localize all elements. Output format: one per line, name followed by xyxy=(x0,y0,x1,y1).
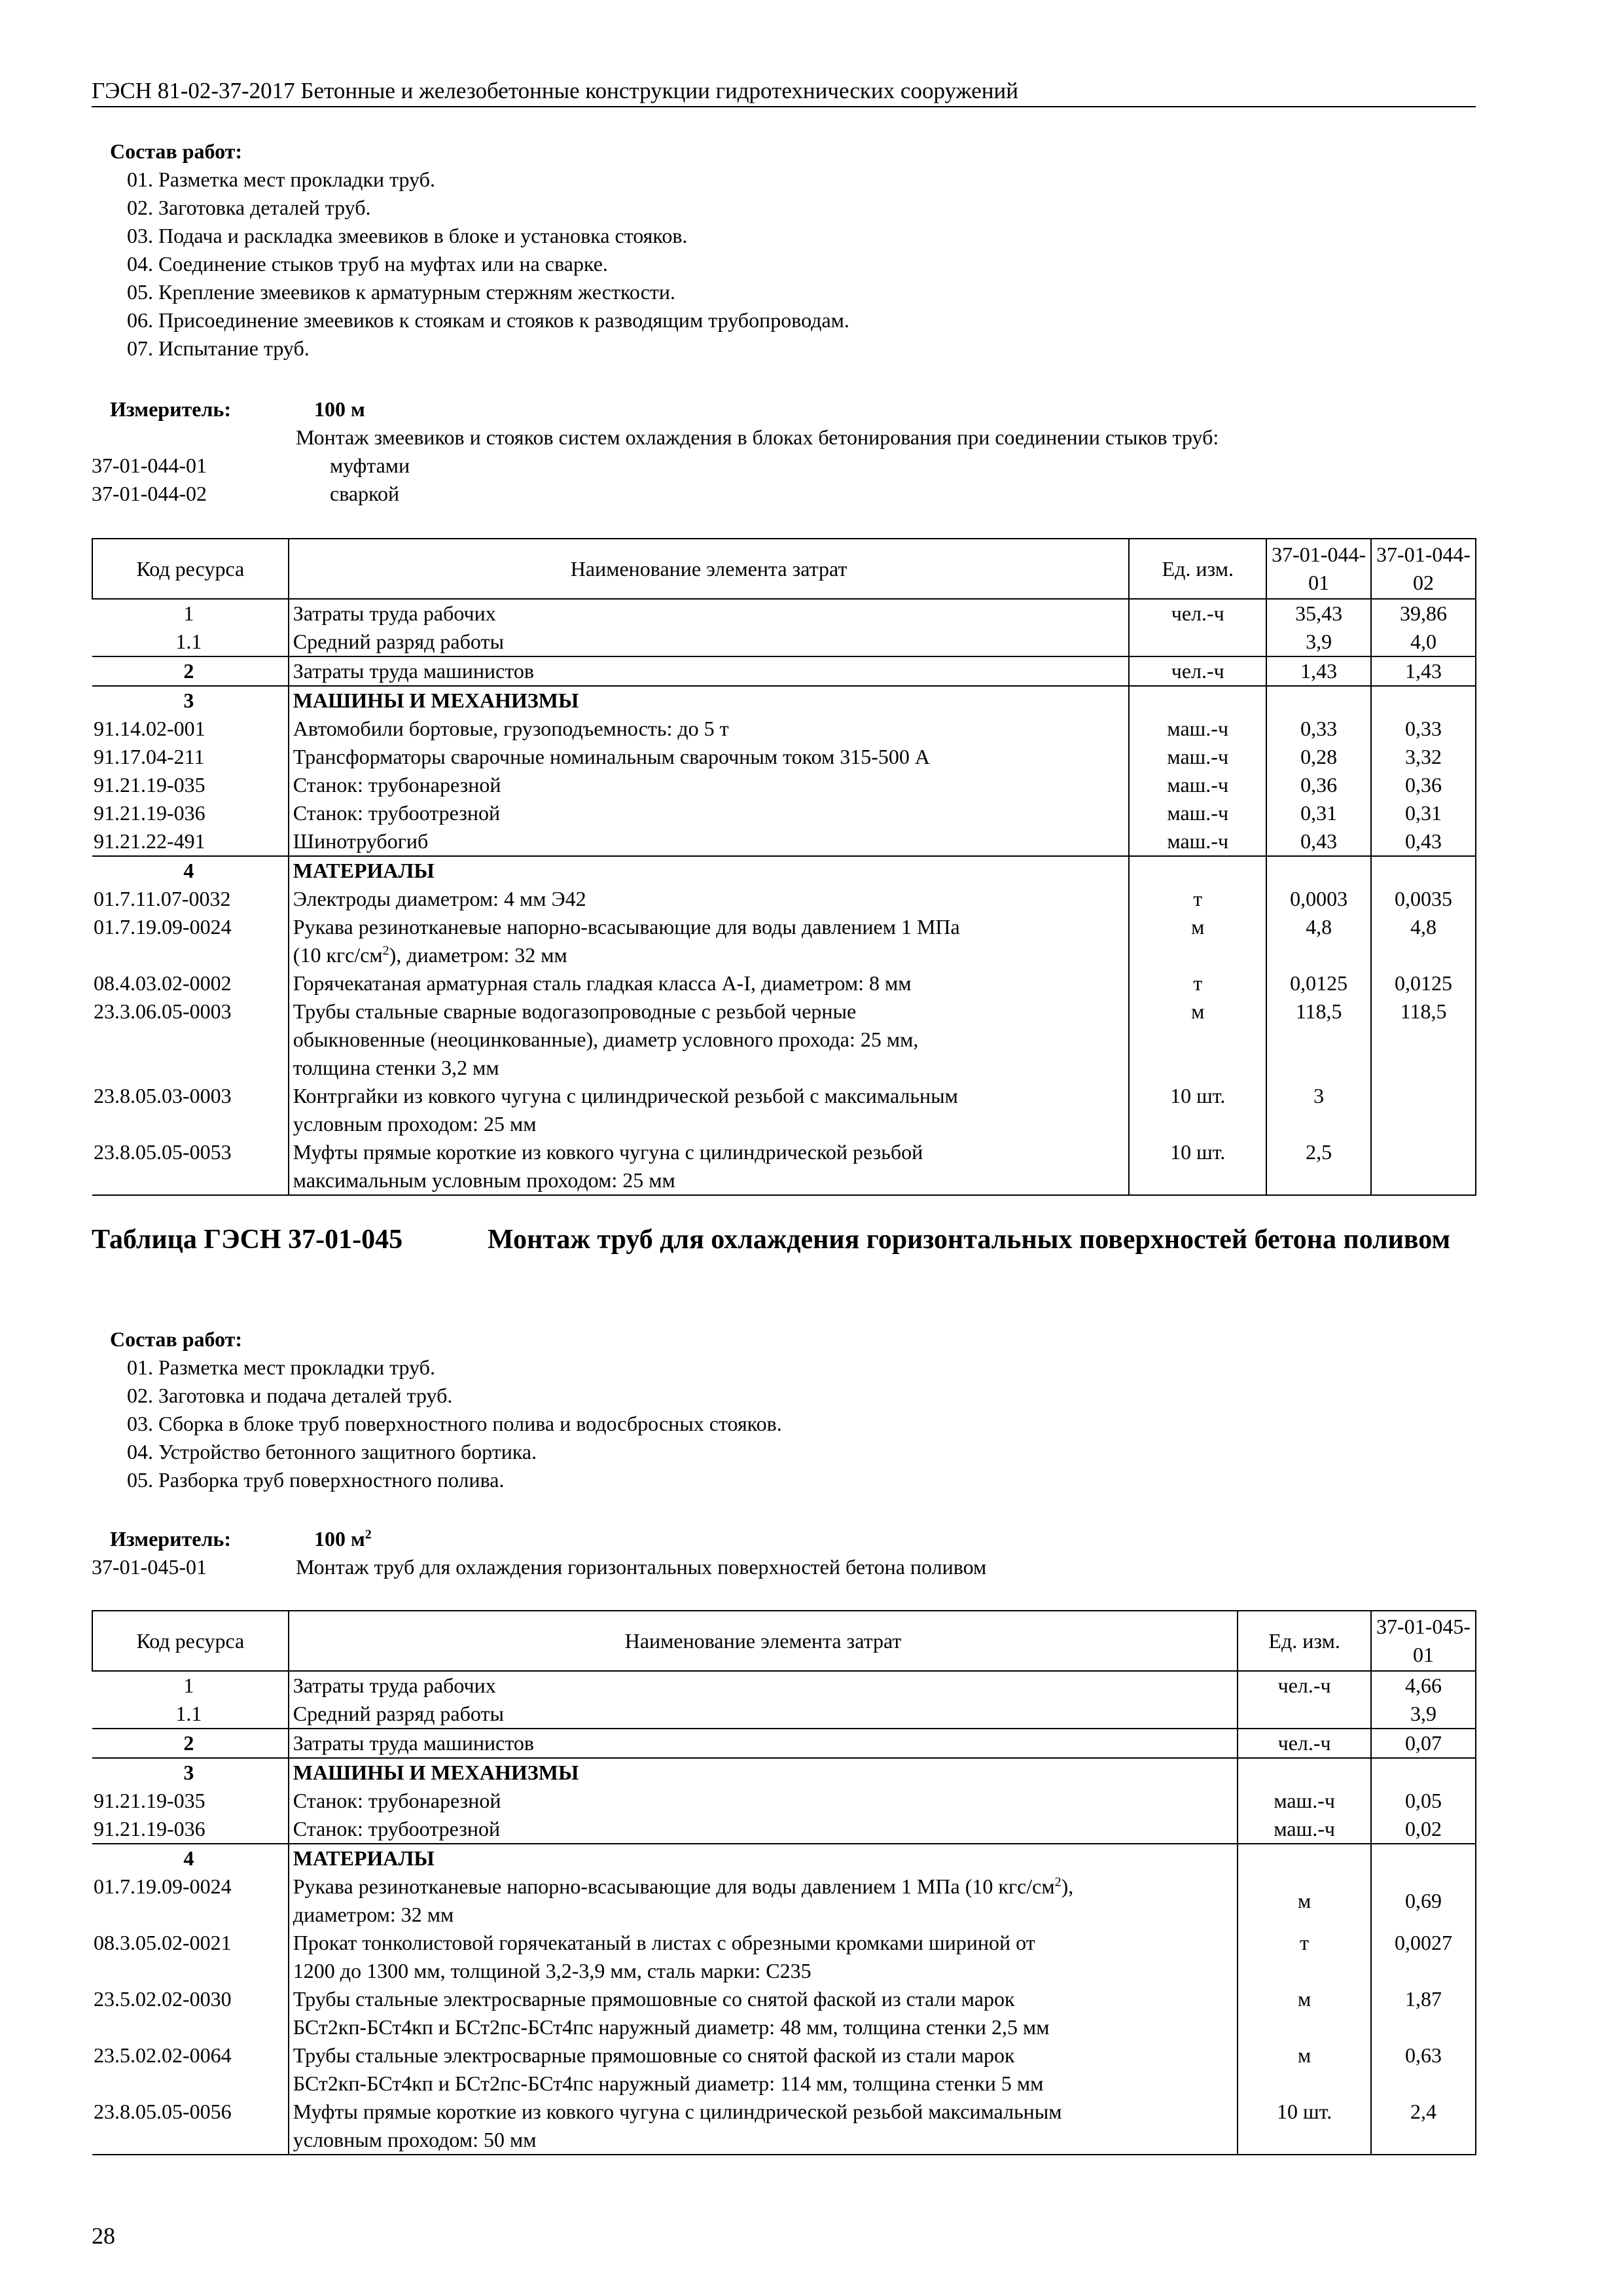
row-name: Трансформаторы сварочные номинальным сварочным током 315-500 А xyxy=(289,743,1130,771)
row-value: 0,0027 xyxy=(1371,1929,1476,1985)
row-unit xyxy=(1238,1700,1371,1729)
row-value xyxy=(1371,1138,1476,1195)
row-code: 1.1 xyxy=(92,628,289,656)
row-value: 1,87 xyxy=(1371,1985,1476,2041)
row-code: 91.21.19-035 xyxy=(92,1787,289,1815)
table-title xyxy=(92,1223,1479,1257)
table-row xyxy=(92,1815,1476,1844)
work-item: 04. Устройство бетонного защитного бортика. xyxy=(127,1440,537,1463)
cost-table-1 xyxy=(92,538,1476,1196)
table-row xyxy=(92,1138,1476,1195)
row-value: 0,36 xyxy=(1266,771,1371,799)
row-unit: т xyxy=(1238,1929,1371,1985)
table-row xyxy=(92,1700,1476,1729)
work-item: 02. Заготовка деталей труб. xyxy=(127,196,371,219)
meter-value: 100 $м^2$ xyxy=(314,1527,372,1551)
row-unit: 10 шт. xyxy=(1129,1082,1266,1138)
table-row xyxy=(92,969,1476,997)
table-row xyxy=(92,1758,1476,1787)
row-name: Автомобили бортовые, грузоподъемность: до 5 т xyxy=(289,715,1130,743)
header-col: 37-01-045-01 xyxy=(1371,1611,1476,1671)
table-row xyxy=(92,599,1476,628)
work-composition-1 xyxy=(92,137,1479,363)
work-composition-2 xyxy=(92,1325,1479,1494)
row-code: 23.5.02.02-0064 xyxy=(92,2041,289,2098)
row-name: Затраты труда рабочих xyxy=(289,1671,1238,1700)
row-unit xyxy=(1129,628,1266,656)
header-col: 37-01-044-02 xyxy=(1371,539,1476,599)
row-code: 23.8.05.05-0053 xyxy=(92,1138,289,1195)
row-value: 0,0125 xyxy=(1371,969,1476,997)
row-name: Трубы стальные электросварные прямошовные со снятой фаской из стали марок БСт2кп-БСт4кп и БСт2пс-БСт4пс наружный диаметр: 114 мм, толщина стенки 5 мм xyxy=(289,2041,1238,2098)
table-row xyxy=(92,628,1476,656)
row-name: Трубы стальные сварные водогазопроводные с резьбой черные обыкновенные (неоцинкованные), диаметр условного прохода: 25 мм, толщина стенки 3,2 мм xyxy=(289,997,1130,1082)
row-value: 0,31 xyxy=(1266,799,1371,827)
work-item: 03. Подача и раскладка змеевиков в блоке и установка стояков. xyxy=(127,224,688,247)
row-value: 0,05 xyxy=(1371,1787,1476,1815)
row-value: 0,63 xyxy=(1371,2041,1476,2098)
work-item: 03. Сборка в блоке труб поверхностного полива и водосбросных стояков. xyxy=(127,1412,782,1435)
table-row xyxy=(92,771,1476,799)
work-item: 04. Соединение стыков труб на муфтах или на сварке. xyxy=(127,252,608,276)
row-code: 1 xyxy=(92,1671,289,1700)
table-row xyxy=(92,856,1476,885)
row-value: 4,0 xyxy=(1371,628,1476,656)
meter-block-2 xyxy=(92,1525,1479,1581)
table-row xyxy=(92,656,1476,686)
row-code: 91.21.22-491 xyxy=(92,827,289,856)
row-name: Станок: трубонарезной xyxy=(289,771,1130,799)
row-name: МАТЕРИАЛЫ xyxy=(289,856,1130,885)
row-name: Рукава резинотканевые напорно-всасывающие для воды давлением 1 МПа (10 кгс/$см^2$), диаметром: 32 мм xyxy=(289,1873,1238,1929)
page-number: 28 xyxy=(92,2223,115,2249)
row-name: МАТЕРИАЛЫ xyxy=(289,1844,1238,1873)
row-code: 1.1 xyxy=(92,1700,289,1729)
row-name: Станок: трубоотрезной xyxy=(289,799,1130,827)
header-unit: Ед. изм. xyxy=(1129,539,1266,599)
table-row xyxy=(92,827,1476,856)
norm-code-desc: сваркой xyxy=(330,482,400,505)
row-name: Рукава резинотканевые напорно-всасывающие для воды давлением 1 МПа (10 кгс/$см^2$), диаметром: 32 мм xyxy=(289,913,1130,969)
work-item: 07. Испытание труб. xyxy=(127,336,310,360)
table-row xyxy=(92,1729,1476,1758)
table-label: Таблица ГЭСН 37-01-045 xyxy=(92,1225,403,1255)
table-row xyxy=(92,1787,1476,1815)
header-code: Код ресурса xyxy=(92,539,289,599)
row-unit: чел.-ч xyxy=(1238,1671,1371,1700)
table-row xyxy=(92,1082,1476,1138)
table-row xyxy=(92,1873,1476,1929)
page-header: ГЭСН 81-02-37-2017 Бетонные и железобетонные конструкции гидротехнических сооружений xyxy=(92,77,1476,107)
norm-code-desc: Монтаж труб для охлаждения горизонтальных поверхностей бетона поливом xyxy=(296,1555,987,1579)
header-unit: Ед. изм. xyxy=(1238,1611,1371,1671)
work-heading: Состав работ: xyxy=(110,139,243,163)
row-code: 91.17.04-211 xyxy=(92,743,289,771)
row-value: 3,9 xyxy=(1371,1700,1476,1729)
row-code: 4 xyxy=(92,856,289,885)
row-code: 4 xyxy=(92,1844,289,1873)
row-code: 01.7.19.09-0024 xyxy=(92,913,289,969)
row-name: Средний разряд работы xyxy=(289,628,1130,656)
work-item: 06. Присоединение змеевиков к стоякам и стояков к разводящим трубопроводам. xyxy=(127,308,849,332)
row-code: 01.7.19.09-0024 xyxy=(92,1873,289,1929)
row-code: 91.21.19-036 xyxy=(92,799,289,827)
row-name: Муфты прямые короткие из ковкого чугуна с цилиндрической резьбой максимальным условным проходом: 25 мм xyxy=(289,1138,1130,1195)
row-value: 0,69 xyxy=(1371,1873,1476,1929)
header-code: Код ресурса xyxy=(92,1611,289,1671)
row-value: 0,02 xyxy=(1371,1815,1476,1844)
row-code: 1 xyxy=(92,599,289,628)
row-value: 3 xyxy=(1266,1082,1371,1138)
row-unit: м xyxy=(1238,2041,1371,2098)
row-code: 91.14.02-001 xyxy=(92,715,289,743)
table-row xyxy=(92,997,1476,1082)
row-unit: 10 шт. xyxy=(1238,2098,1371,2155)
row-value: 0,07 xyxy=(1371,1729,1476,1758)
norm-code: 37-01-045-01 xyxy=(92,1555,207,1579)
row-unit: м xyxy=(1129,997,1266,1082)
table-row xyxy=(92,1985,1476,2041)
table-row xyxy=(92,913,1476,969)
row-unit: чел.-ч xyxy=(1238,1729,1371,1758)
row-code: 91.21.19-035 xyxy=(92,771,289,799)
row-name: Электроды диаметром: 4 мм Э42 xyxy=(289,885,1130,913)
row-value: 0,28 xyxy=(1266,743,1371,771)
row-value: 2,4 xyxy=(1371,2098,1476,2155)
meter-label: Измеритель: xyxy=(110,1527,231,1551)
row-value: 118,5 xyxy=(1371,997,1476,1082)
row-value: 0,33 xyxy=(1371,715,1476,743)
row-unit: маш.-ч xyxy=(1129,715,1266,743)
row-name: Затраты труда машинистов xyxy=(289,656,1130,686)
row-value: 35,43 xyxy=(1266,599,1371,628)
cost-table-2 xyxy=(92,1610,1476,2155)
row-unit: т xyxy=(1129,885,1266,913)
row-value: 0,43 xyxy=(1371,827,1476,856)
row-code: 23.3.06.05-0003 xyxy=(92,997,289,1082)
table-row xyxy=(92,1844,1476,1873)
row-name: Прокат тонколистовой горячекатаный в листах с обрезными кромками шириной от 1200 до 1300 мм, толщиной 3,2-3,9 мм, сталь марки: С235 xyxy=(289,1929,1238,1985)
row-name: Затраты труда рабочих xyxy=(289,599,1130,628)
row-unit: чел.-ч xyxy=(1129,599,1266,628)
row-value: 0,31 xyxy=(1371,799,1476,827)
norm-code: 37-01-044-01 xyxy=(92,454,207,477)
header-name: Наименование элемента затрат xyxy=(289,1611,1238,1671)
work-item: 02. Заготовка и подача деталей труб. xyxy=(127,1384,453,1407)
row-unit: маш.-ч xyxy=(1238,1787,1371,1815)
row-unit: чел.-ч xyxy=(1129,656,1266,686)
work-item: 01. Разметка мест прокладки труб. xyxy=(127,1355,435,1379)
meter-description: Монтаж змеевиков и стояков систем охлаждения в блоках бетонирования при соединении стыков труб: xyxy=(296,425,1219,449)
meter-value: 100 м xyxy=(314,397,365,421)
meter-block-1 xyxy=(92,395,1479,508)
row-code: 01.7.11.07-0032 xyxy=(92,885,289,913)
row-value: 0,0003 xyxy=(1266,885,1371,913)
row-unit: м xyxy=(1238,1985,1371,2041)
norm-code-desc: муфтами xyxy=(330,454,410,477)
row-value: 4,66 xyxy=(1371,1671,1476,1700)
row-code: 08.3.05.02-0021 xyxy=(92,1929,289,1985)
table-row xyxy=(92,799,1476,827)
row-value: 118,5 xyxy=(1266,997,1371,1082)
row-code: 2 xyxy=(92,1729,289,1758)
row-value: 0,0125 xyxy=(1266,969,1371,997)
table-row xyxy=(92,743,1476,771)
row-unit: 10 шт. xyxy=(1129,1138,1266,1195)
row-name: Станок: трубоотрезной xyxy=(289,1815,1238,1844)
row-unit: м xyxy=(1129,913,1266,969)
table-row xyxy=(92,686,1476,715)
meter-label: Измеритель: xyxy=(110,397,231,421)
row-unit: маш.-ч xyxy=(1129,743,1266,771)
row-value: 0,0035 xyxy=(1371,885,1476,913)
table-row xyxy=(92,1929,1476,1985)
row-code: 3 xyxy=(92,686,289,715)
table-row xyxy=(92,715,1476,743)
row-code: 23.5.02.02-0030 xyxy=(92,1985,289,2041)
table-row xyxy=(92,885,1476,913)
row-unit: м xyxy=(1238,1873,1371,1929)
row-value: 0,36 xyxy=(1371,771,1476,799)
row-value: 4,8 xyxy=(1371,913,1476,969)
table-row xyxy=(92,1671,1476,1700)
row-code: 08.4.03.02-0002 xyxy=(92,969,289,997)
row-name: МАШИНЫ И МЕХАНИЗМЫ xyxy=(289,1758,1238,1787)
row-value: 0,43 xyxy=(1266,827,1371,856)
row-code: 2 xyxy=(92,656,289,686)
row-code: 23.8.05.05-0056 xyxy=(92,2098,289,2155)
work-item: 05. Крепление змеевиков к арматурным стержням жесткости. xyxy=(127,280,676,304)
row-value xyxy=(1371,1082,1476,1138)
row-name: Шинотрубогиб xyxy=(289,827,1130,856)
row-unit: т xyxy=(1129,969,1266,997)
row-value: 2,5 xyxy=(1266,1138,1371,1195)
row-value: 1,43 xyxy=(1371,656,1476,686)
work-heading: Состав работ: xyxy=(110,1327,243,1351)
row-unit: маш.-ч xyxy=(1129,799,1266,827)
work-item: 05. Разборка труб поверхностного полива. xyxy=(127,1468,505,1492)
row-unit: маш.-ч xyxy=(1129,827,1266,856)
header-col: 37-01-044-01 xyxy=(1266,539,1371,599)
row-value: 3,9 xyxy=(1266,628,1371,656)
work-item: 01. Разметка мест прокладки труб. xyxy=(127,168,435,191)
norm-code: 37-01-044-02 xyxy=(92,482,207,505)
row-name: МАШИНЫ И МЕХАНИЗМЫ xyxy=(289,686,1130,715)
table-heading: Монтаж труб для охлаждения горизонтальных поверхностей бетона поливом xyxy=(488,1225,1451,1255)
row-unit: маш.-ч xyxy=(1238,1815,1371,1844)
row-value: 0,33 xyxy=(1266,715,1371,743)
row-code: 23.8.05.03-0003 xyxy=(92,1082,289,1138)
row-name: Затраты труда машинистов xyxy=(289,1729,1238,1758)
row-name: Средний разряд работы xyxy=(289,1700,1238,1729)
header-name: Наименование элемента затрат xyxy=(289,539,1130,599)
row-name: Муфты прямые короткие из ковкого чугуна с цилиндрической резьбой максимальным условным проходом: 50 мм xyxy=(289,2098,1238,2155)
table-row xyxy=(92,2098,1476,2155)
row-value: 3,32 xyxy=(1371,743,1476,771)
row-code: 91.21.19-036 xyxy=(92,1815,289,1844)
row-name: Контргайки из ковкого чугуна с цилиндрической резьбой с максимальным условным проходом: 25 мм xyxy=(289,1082,1130,1138)
table-row xyxy=(92,2041,1476,2098)
row-value: 1,43 xyxy=(1266,656,1371,686)
row-name: Станок: трубонарезной xyxy=(289,1787,1238,1815)
row-unit: маш.-ч xyxy=(1129,771,1266,799)
row-name: Трубы стальные электросварные прямошовные со снятой фаской из стали марок БСт2кп-БСт4кп и БСт2пс-БСт4пс наружный диаметр: 48 мм, толщина стенки 2,5 мм xyxy=(289,1985,1238,2041)
row-name: Горячекатаная арматурная сталь гладкая класса А-I, диаметром: 8 мм xyxy=(289,969,1130,997)
row-value: 4,8 xyxy=(1266,913,1371,969)
row-value: 39,86 xyxy=(1371,599,1476,628)
row-code: 3 xyxy=(92,1758,289,1787)
